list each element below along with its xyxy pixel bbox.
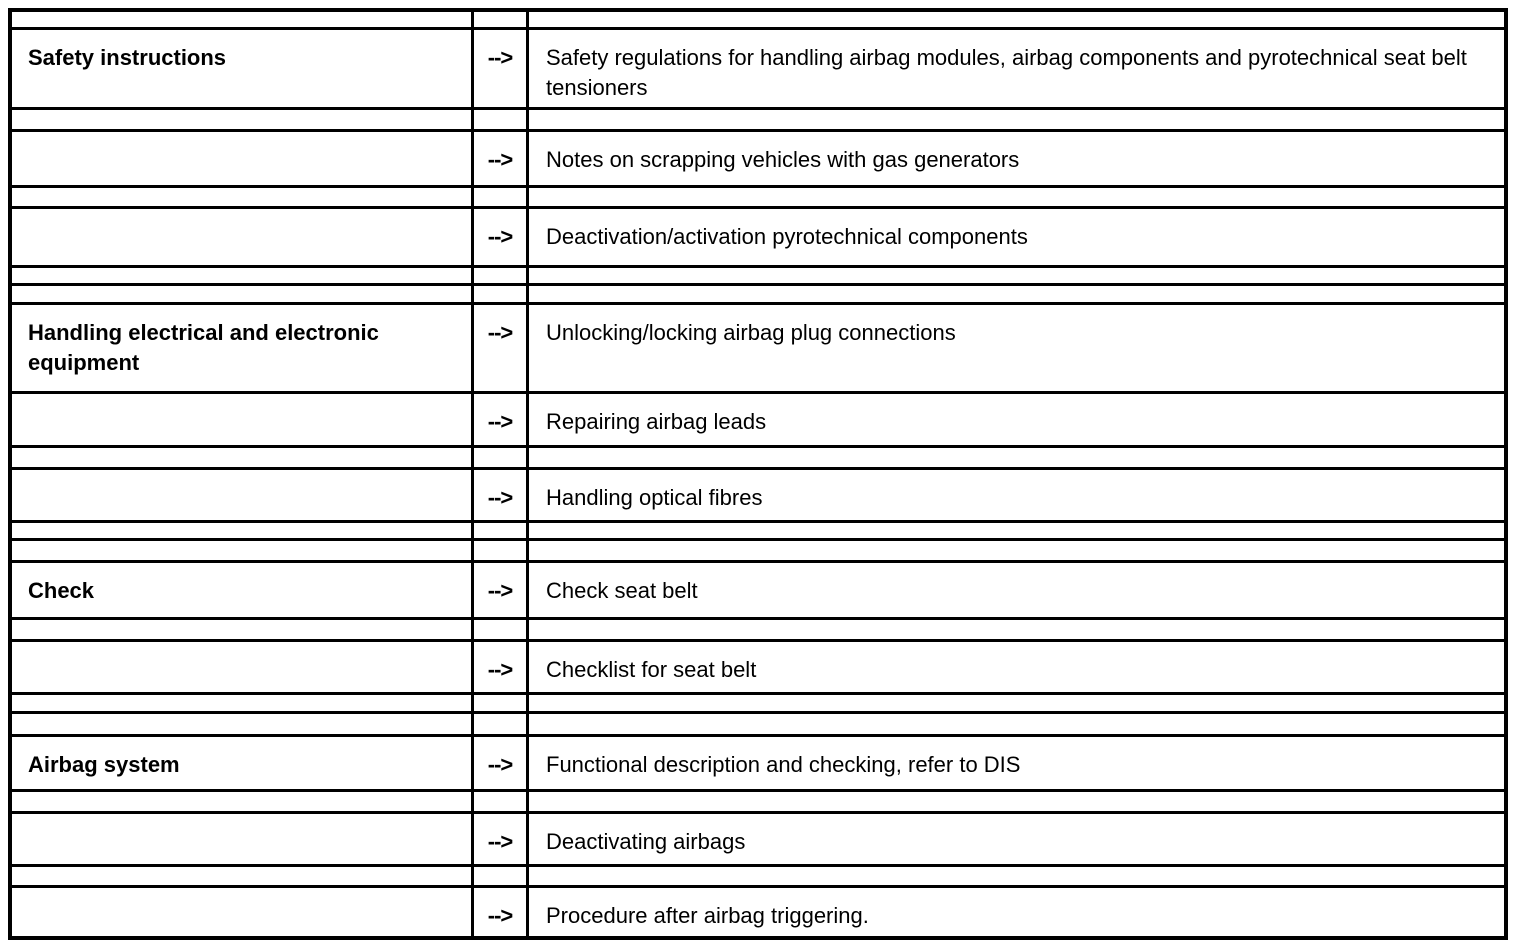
spacer-cell (474, 523, 526, 538)
spacer-cell (12, 268, 471, 283)
topic-cell: Check seat belt (529, 563, 1504, 617)
spacer-cell (474, 448, 526, 467)
arrow-indicator: --> (474, 814, 526, 864)
spacer-cell (474, 286, 526, 302)
spacer-cell (12, 541, 471, 560)
category-cell (12, 888, 471, 936)
topic-cell: Unlocking/locking airbag plug connections (529, 305, 1504, 391)
spacer-cell (474, 268, 526, 283)
spacer-cell (529, 286, 1504, 302)
spacer-cell (12, 448, 471, 467)
topic-cell: Checklist for seat belt (529, 642, 1504, 692)
category-cell (12, 394, 471, 445)
category-cell (12, 642, 471, 692)
spacer-cell (474, 792, 526, 811)
spacer-cell (529, 695, 1504, 711)
topic-cell: Safety regulations for handling airbag modules, airbag components and pyrotechnical seat belt tensioners (529, 30, 1504, 107)
spacer-cell (474, 867, 526, 885)
topic-cell: Handling optical fibres (529, 470, 1504, 520)
topic-cell: Notes on scrapping vehicles with gas generators (529, 132, 1504, 185)
arrow-indicator: --> (474, 132, 526, 185)
topic-cell: Deactivating airbags (529, 814, 1504, 864)
topic-cell: Functional description and checking, refer to DIS (529, 737, 1504, 789)
topics-table (8, 8, 1508, 940)
spacer-cell (529, 523, 1504, 538)
spacer-cell (12, 110, 471, 129)
spacer-cell (12, 714, 471, 734)
spacer-cell (12, 188, 471, 206)
arrow-indicator: --> (474, 305, 526, 391)
arrow-indicator: --> (474, 209, 526, 265)
topic-cell: Repairing airbag leads (529, 394, 1504, 445)
spacer-cell (12, 620, 471, 639)
category-cell: Airbag system (12, 737, 471, 789)
topic-cell: Deactivation/activation pyrotechnical components (529, 209, 1504, 265)
arrow-indicator: --> (474, 30, 526, 107)
spacer-cell (12, 12, 471, 27)
spacer-cell (529, 188, 1504, 206)
spacer-cell (12, 695, 471, 711)
category-cell (12, 814, 471, 864)
category-cell (12, 132, 471, 185)
spacer-cell (529, 714, 1504, 734)
arrow-indicator: --> (474, 394, 526, 445)
spacer-cell (12, 286, 471, 302)
spacer-cell (474, 695, 526, 711)
spacer-cell (474, 188, 526, 206)
spacer-cell (529, 792, 1504, 811)
topic-cell: Procedure after airbag triggering. (529, 888, 1504, 936)
spacer-cell (529, 541, 1504, 560)
spacer-cell (529, 12, 1504, 27)
category-cell (12, 470, 471, 520)
arrow-indicator: --> (474, 470, 526, 520)
spacer-cell (474, 541, 526, 560)
category-cell: Safety instructions (12, 30, 471, 107)
arrow-indicator: --> (474, 888, 526, 936)
spacer-cell (529, 867, 1504, 885)
category-cell: Check (12, 563, 471, 617)
spacer-cell (474, 714, 526, 734)
spacer-cell (12, 867, 471, 885)
spacer-cell (529, 268, 1504, 283)
spacer-cell (474, 110, 526, 129)
spacer-cell (474, 12, 526, 27)
arrow-indicator: --> (474, 737, 526, 789)
arrow-indicator: --> (474, 642, 526, 692)
spacer-cell (12, 792, 471, 811)
spacer-cell (529, 110, 1504, 129)
spacer-cell (12, 523, 471, 538)
spacer-cell (529, 448, 1504, 467)
spacer-cell (529, 620, 1504, 639)
spacer-cell (474, 620, 526, 639)
category-cell: Handling electrical and electronic equipment (12, 305, 471, 391)
arrow-indicator: --> (474, 563, 526, 617)
category-cell (12, 209, 471, 265)
